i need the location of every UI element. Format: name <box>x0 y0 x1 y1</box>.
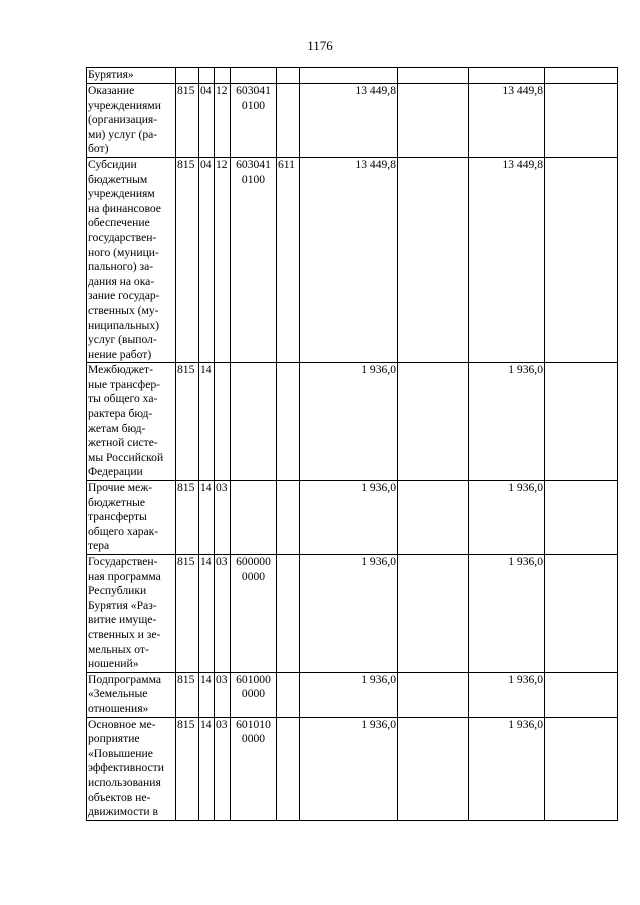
article-line: 603041 <box>236 157 271 171</box>
expense-type-cell <box>277 84 300 158</box>
sum-cell-2 <box>398 717 469 820</box>
article-line: 601010 <box>236 717 271 731</box>
section-cell: 14 <box>199 481 215 555</box>
row-name-line: мы Российской <box>88 450 164 464</box>
row-name-line: нение работ) <box>88 347 152 361</box>
sum-cell-4 <box>545 157 618 362</box>
subsection-cell: 12 <box>215 157 231 362</box>
row-name-line: обеспечение <box>88 216 150 230</box>
expense-type-cell <box>277 672 300 717</box>
row-name-line: ми) услуг (ра- <box>88 127 158 141</box>
row-name-cell <box>87 672 176 717</box>
table-row <box>87 717 618 820</box>
row-name-line: ные трансфер- <box>88 377 160 391</box>
subsection-cell <box>215 363 231 481</box>
table-row <box>87 157 618 362</box>
sum-cell-3 <box>469 68 545 84</box>
code-cell: 815 <box>176 363 199 481</box>
code-cell: 815 <box>176 672 199 717</box>
row-name-line: тера <box>88 539 110 553</box>
row-name-line: объектов не- <box>88 790 151 804</box>
article-cell <box>231 672 277 717</box>
expense-type-cell: 611 <box>277 157 300 362</box>
sum-cell-2 <box>398 481 469 555</box>
sum-cell-1: 1 936,0 <box>300 481 398 555</box>
row-name-cell <box>87 481 176 555</box>
row-name-line: ниципальных) <box>88 318 159 332</box>
article-line: 0100 <box>241 172 266 186</box>
row-name-line: жетам бюд- <box>88 421 146 435</box>
row-name-cell <box>87 68 176 84</box>
row-name-line: Межбюджет- <box>88 363 153 377</box>
sum-cell-1: 1 936,0 <box>300 363 398 481</box>
sum-cell-2 <box>398 555 469 673</box>
row-name-line: жетной систе- <box>88 436 158 450</box>
budget-table-body <box>87 68 618 821</box>
sum-cell-4 <box>545 717 618 820</box>
row-name-line: «Повышение <box>88 746 153 760</box>
row-name-line: мельных от- <box>88 642 149 656</box>
article-cell <box>231 363 277 481</box>
row-name-line: ная программа <box>88 569 161 583</box>
row-name-line: учреждениями <box>88 98 161 112</box>
row-name-line: Государствен- <box>88 555 158 568</box>
row-name-line: ты общего ха- <box>88 392 158 406</box>
section-cell: 04 <box>199 84 215 158</box>
row-name-line: роприятие <box>88 732 140 746</box>
expense-type-cell <box>277 555 300 673</box>
expense-type-cell <box>277 68 300 84</box>
table-row <box>87 555 618 673</box>
row-name-line: рактера бюд- <box>88 407 153 421</box>
sum-cell-1: 13 449,8 <box>300 157 398 362</box>
table-row <box>87 672 618 717</box>
article-cell <box>231 68 277 84</box>
sum-cell-1: 1 936,0 <box>300 555 398 673</box>
article-line: 601000 <box>236 672 271 686</box>
article-cell <box>231 555 277 673</box>
sum-cell-3: 1 936,0 <box>469 717 545 820</box>
row-name-line: на финансовое <box>88 201 161 215</box>
row-name-cell <box>87 555 176 673</box>
article-line: 0000 <box>241 687 266 701</box>
sum-cell-3: 1 936,0 <box>469 672 545 717</box>
code-cell <box>176 68 199 84</box>
row-name-line: бюджетные <box>88 495 146 509</box>
sum-cell-4 <box>545 481 618 555</box>
sum-cell-2 <box>398 672 469 717</box>
sum-cell-3: 13 449,8 <box>469 84 545 158</box>
expense-type-cell <box>277 717 300 820</box>
row-name-line: Бурятия» <box>88 68 134 81</box>
row-name-line: эффективности <box>88 761 164 775</box>
row-name-line: ношений» <box>88 657 139 671</box>
row-name-cell <box>87 363 176 481</box>
row-name-line: ственных (му- <box>88 303 159 317</box>
article-cell <box>231 481 277 555</box>
sum-cell-1: 1 936,0 <box>300 717 398 820</box>
sum-cell-3: 1 936,0 <box>469 555 545 673</box>
row-name-line: отношения» <box>88 701 149 715</box>
sum-cell-4 <box>545 672 618 717</box>
article-cell <box>231 717 277 820</box>
row-name-line: Федерации <box>88 465 143 479</box>
row-name-line: Бурятия «Раз- <box>88 598 157 612</box>
sum-cell-1: 13 449,8 <box>300 84 398 158</box>
sum-cell-2 <box>398 84 469 158</box>
table-row <box>87 363 618 481</box>
row-name-line: витие имуще- <box>88 613 157 627</box>
row-name-line: общего харак- <box>88 524 159 538</box>
section-cell: 14 <box>199 717 215 820</box>
sum-cell-2 <box>398 363 469 481</box>
subsection-cell: 03 <box>215 717 231 820</box>
row-name-line: Оказание <box>88 84 135 97</box>
section-cell: 14 <box>199 555 215 673</box>
row-name-line: Субсидии <box>88 157 137 171</box>
sum-cell-4 <box>545 555 618 673</box>
row-name-line: Подпрограмма <box>88 672 161 686</box>
row-name-line: Основное ме- <box>88 717 156 731</box>
sum-cell-2 <box>398 157 469 362</box>
row-name-line: услуг (выпол- <box>88 333 157 347</box>
article-line: 603041 <box>236 84 271 97</box>
expense-type-cell <box>277 481 300 555</box>
budget-table <box>86 67 618 821</box>
subsection-cell <box>215 68 231 84</box>
article-line: 600000 <box>236 555 271 568</box>
row-name-cell <box>87 84 176 158</box>
row-name-cell <box>87 717 176 820</box>
page-number: 1176 <box>307 38 333 53</box>
code-cell: 815 <box>176 157 199 362</box>
sum-cell-3: 1 936,0 <box>469 363 545 481</box>
row-name-line: учреждениям <box>88 187 155 201</box>
row-name-line: ственных и зе- <box>88 627 161 641</box>
sum-cell-4 <box>545 84 618 158</box>
row-name-line: Прочие меж- <box>88 481 153 495</box>
sum-cell-4 <box>545 68 618 84</box>
sum-cell-3: 13 449,8 <box>469 157 545 362</box>
article-line: 0000 <box>241 732 266 746</box>
section-cell: 14 <box>199 363 215 481</box>
table-row <box>87 84 618 158</box>
sum-cell-1 <box>300 68 398 84</box>
article-cell <box>231 84 277 158</box>
row-name-line: государствен- <box>88 230 157 244</box>
code-cell: 815 <box>176 717 199 820</box>
row-name-line: бот) <box>88 142 109 156</box>
sum-cell-3: 1 936,0 <box>469 481 545 555</box>
row-name-line: «Земельные <box>88 687 148 701</box>
table-row <box>87 481 618 555</box>
article-line: 0100 <box>241 98 266 112</box>
row-name-line: бюджетным <box>88 172 148 186</box>
row-name-line: использования <box>88 775 161 789</box>
row-name-line: трансферты <box>88 510 147 524</box>
row-name-line: Республики <box>88 584 147 598</box>
article-line: 0000 <box>241 569 266 583</box>
sum-cell-2 <box>398 68 469 84</box>
row-name-line: (организация- <box>88 113 158 127</box>
subsection-cell: 03 <box>215 672 231 717</box>
row-name-line: зание государ- <box>88 289 160 303</box>
code-cell: 815 <box>176 555 199 673</box>
article-cell <box>231 157 277 362</box>
code-cell: 815 <box>176 481 199 555</box>
row-name-cell <box>87 157 176 362</box>
table-row <box>87 68 618 84</box>
row-name-line: ного (муници- <box>88 245 159 259</box>
subsection-cell: 03 <box>215 555 231 673</box>
sum-cell-1: 1 936,0 <box>300 672 398 717</box>
subsection-cell: 03 <box>215 481 231 555</box>
section-cell <box>199 68 215 84</box>
row-name-line: пального) за- <box>88 260 154 274</box>
row-name-line: дания на ока- <box>88 274 155 288</box>
row-name-line: движимости в <box>88 805 159 819</box>
section-cell: 04 <box>199 157 215 362</box>
expense-type-cell <box>277 363 300 481</box>
code-cell: 815 <box>176 84 199 158</box>
section-cell: 14 <box>199 672 215 717</box>
sum-cell-4 <box>545 363 618 481</box>
subsection-cell: 12 <box>215 84 231 158</box>
